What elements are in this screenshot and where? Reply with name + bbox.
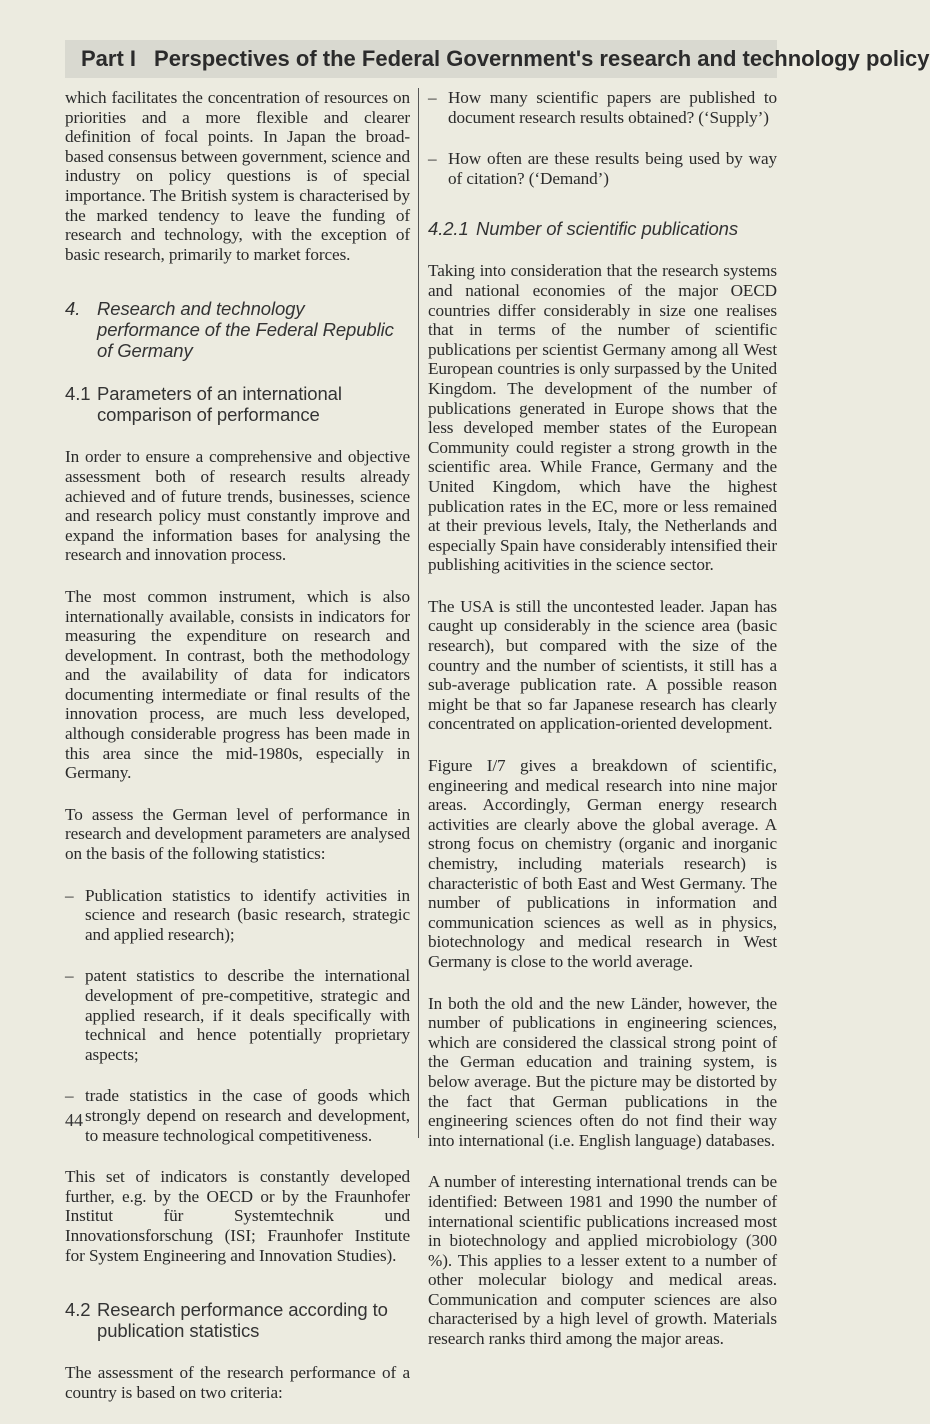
dash-marker: – (65, 966, 74, 986)
section-number: 4.1 (65, 383, 91, 405)
page-header (65, 40, 930, 78)
section-number: 4.2.1 (428, 218, 469, 240)
bullet-item (65, 966, 410, 1064)
section-title: Research and technology performance of the Federal Republic of Germany (97, 298, 394, 362)
paragraph: The assessment of the research performance of a country is based on two criteria: (65, 1363, 410, 1402)
section-heading-4-2 (65, 1299, 410, 1341)
paragraph: The most common instrument, which is also internationally available, consists in indicators for measuring the expenditure on research and development. In contrast, both the methodology and the availability of data for indicators documenting intermediate or final results of the innovation process, are much less developed, although considerable progress has been made in this area since the mid-1980s, especially in Germany. (65, 586, 410, 783)
section-number: 4. (65, 298, 81, 320)
bullet-text: patent statistics to describe the international development of pre-competitive, strategic and applied research, if it deals specifically with technical and hence potentially proprietary aspects; (85, 966, 410, 1064)
left-column (65, 88, 410, 1424)
bullet-item (65, 886, 410, 945)
paragraph: To assess the German level of performance in research and development parameters are analysed on the basis of the following statistics: (65, 804, 410, 864)
bullet-item (428, 149, 777, 188)
page-number: 44 (65, 1110, 83, 1130)
paragraph: This set of indicators is constantly developed further, e.g. by the OECD or by the Fraunhofer Institut für Systemtechnik und Innovationsforschung (ISI; Fraunhofer Institute for System Engineering and Innovation Studies). (65, 1167, 410, 1265)
section-heading-4-2-1 (428, 218, 777, 239)
bullet-text: trade statistics in the case of goods which strongly depend on research and development, to measure technological competitiveness. (85, 1086, 410, 1145)
part-label: Part I (81, 46, 137, 71)
bullet-text: How many scientific papers are published to document research results obtained? (‘Supply’) (448, 88, 777, 127)
section-title: Number of scientific publications (476, 218, 738, 240)
section-heading-4-1 (65, 383, 410, 425)
paragraph: In both the old and the new Länder, however, the number of publications in engineering sciences, which are considered the classical strong point of the German education and training system, is below average. But the picture may be distorted by the fact that German publications in the engineering sciences often do not find their way into international (i.e. English language) databases. (428, 993, 777, 1150)
paragraph: A number of interesting international trends can be identified: Between 1981 and 1990 the number of international scientific publications increased most in biotechnology and applied microbiology (300 %). This applies to a lesser extent to a number of other molecular biology and medical areas. Communication and computer sciences are also characterised by a high level of growth. Materials research ranks third among the major areas. (428, 1172, 777, 1349)
header-title: Perspectives of the Federal Government's research and technology policy (154, 46, 930, 71)
section-title: Parameters of an international comparison of performance (97, 383, 342, 426)
dash-marker: – (428, 88, 437, 107)
paragraph: which facilitates the concentration of resources on priorities and a more flexible and clearer definition of focal points. In Japan the broad-based consensus between government, science and industry on policy questions is of special importance. The British system is characterised by the marked tendency to leave the funding of research and technology, with the exception of basic research, primarily to market forces. (65, 88, 410, 264)
dash-marker: – (65, 1086, 74, 1106)
section-number: 4.2 (65, 1299, 91, 1321)
column-divider (418, 88, 419, 1138)
section-title: Research performance according to publication statistics (97, 1299, 388, 1342)
dash-marker: – (65, 885, 74, 905)
bullet-text: Publication statistics to identify activities in science and research (basic research, strategic and applied research); (85, 885, 410, 944)
right-column (428, 88, 777, 1371)
bullet-item (65, 1086, 410, 1145)
dash-marker: – (428, 149, 437, 169)
paragraph: The USA is still the uncontested leader. Japan has caught up considerably in the science area (basic research), but compared with the size of the country and the number of scientists, it still has a sub-average publication rate. A possible reason might be that so far Japanese research has clearly concentrated on application-oriented development. (428, 596, 777, 734)
bullet-item (428, 88, 777, 127)
paragraph: Taking into consideration that the research systems and national economies of the major OECD countries differ considerably in size one realises that in terms of the number of scientific publications per scientist Germany among all West European countries is only surpassed by the United Kingdom. The development of the number of publications generated in Europe shows that the less developed member states of the European Community could register a strong growth in the scientific area. While France, Germany and the United Kingdom, which have the highest publication rates in the EC, more or less remained at their previous levels, Italy, the Netherlands and especially Spain have considerably intensified their publishing acitivities in the science sector. (428, 261, 777, 575)
paragraph: In order to ensure a comprehensive and objective assessment both of research results already achieved and of future trends, businesses, science and research policy must constantly improve and expand the information bases for analysing the research and innovation process. (65, 447, 410, 565)
bullet-text: How often are these results being used by way of citation? (‘Demand’) (448, 149, 777, 188)
section-heading-4 (65, 298, 410, 361)
paragraph: Figure I/7 gives a breakdown of scientific, engineering and medical research into nine major areas. Accordingly, German energy research activities are clearly above the global average. A strong focus on chemistry (organic and inorganic chemistry, including materials research) is characteristic of both East and West Germany. The number of publications in information and communication sciences as well as in physics, biotechnology and medical research in West Germany is close to the world average. (428, 756, 777, 971)
